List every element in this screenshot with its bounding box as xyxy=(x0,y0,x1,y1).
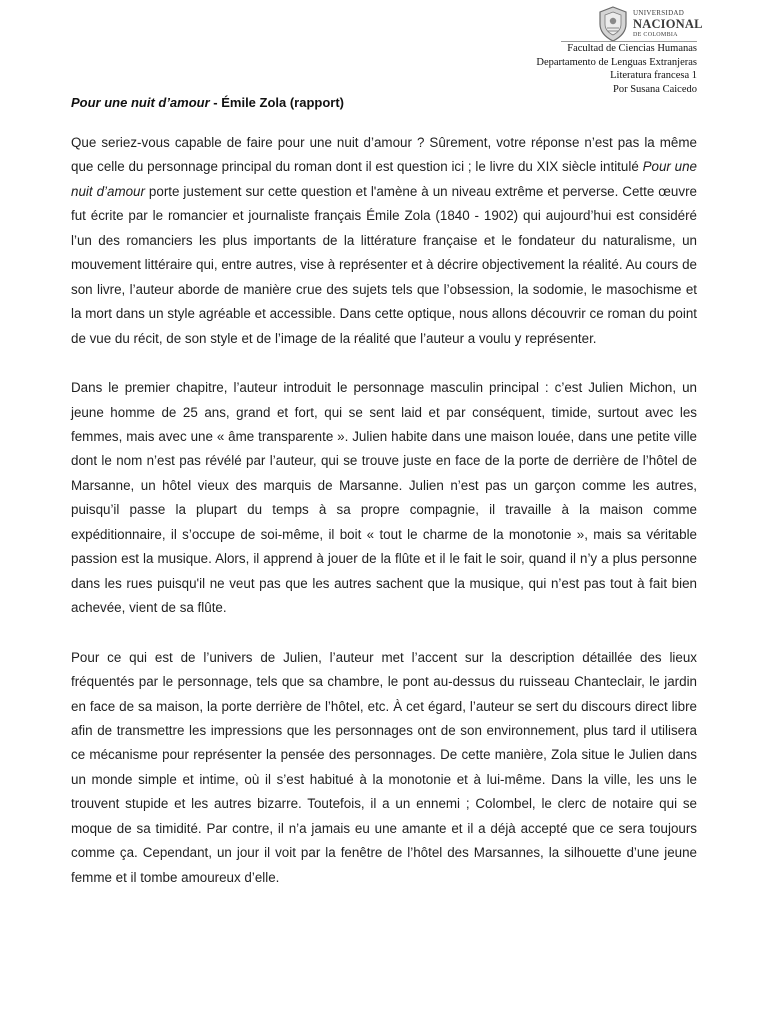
logo-line-2: NACIONAL xyxy=(633,17,703,32)
course-line: Literatura francesa 1 xyxy=(610,70,697,81)
author-line: Por Susana Caicedo xyxy=(613,83,697,95)
document-title xyxy=(71,95,344,110)
logo-line-3: DE COLOMBIA xyxy=(633,31,678,38)
paragraph-intro-text-b: porte justement sur cette question et l'amène à un niveau extrême et perverse. Cette œuvre fut écrite par le romancier et journaliste français Émile Zola (1840 - 1902) qui aujourd’hui est considéré l’un des romanciers les plus importants de la littérature française et le fondateur du naturalisme, un mouvement littéraire qui, entre autres, vise à représenter et à décrire objectivement la réalité. Au cours de son livre, l’auteur aborde de manière crue des sujets tels que l’obsession, la sodomie, le masochisme et la mort dans un style agréable et accessible. Dans cette optique, nous allons découvrir ce roman du point de vue du récit, de son style et de l’image de la réalité que l’auteur a voulu y représenter. xyxy=(71,183,697,346)
document-body xyxy=(71,131,697,915)
university-logo xyxy=(597,4,705,44)
title-work: Pour une nuit d’amour xyxy=(71,95,210,110)
department-line: Departamento de Lenguas Extranjeras xyxy=(536,56,697,68)
paragraph-chapter-one: Dans le premier chapitre, l’auteur introduit le personnage masculin principal : c’est Julien Michon, un jeune homme de 25 ans, grand et fort, qui se sent laid et par conséquent, timide, surtout avec les femmes, mais avec une « âme transparente ». Julien habite dans une maison louée, dans une petite ville dont le nom n’est pas révélé par l’auteur, qui se trouve juste en face de la porte de derrière de l’hôtel de Marsanne, un hôtel vieux des marquis de Marsanne. Julien n’est pas un garçon comme les autres, puisqu’il passe la plupart du temps à sa propre compagnie, il travaille à la maison comme expéditionnaire, il s’occupe de soi-même, il boit « tout le charme de la monotonie », mais sa véritable passion est la musique. Alors, il apprend à jouer de la flûte et il le fait le soir, quand il n’y a plus personne dans les rues puisqu'il ne veut pas que les autres sachent que la musique, qui n’est pas tout à fait bien achevée, vient de sa flûte. xyxy=(71,380,697,616)
paragraph-julien-universe: Pour ce qui est de l’univers de Julien, l’auteur met l’accent sur la description détaillée des lieux fréquentés par le personnage, tels que sa chambre, le pont au-dessus du ruisseau Chanteclair, le jardin en face de sa maison, la porte derrière de l’hôtel, etc. À cet égard, l’auteur se sert du discours direct libre afin de transmettre les impressions que les personnages ont de son environnement, plus tard il utilisera ce mécanisme pour représenter la pensée des personnages. De cette manière, Zola situe le Julien dans un monde simple et intime, où il s’est habitué à la monotonie et à lui-même. Dans la ville, les uns le trouvent stupide et les autres bizarre. Toutefois, il a un ennemi ; Colombel, le clerc de notaire qui se moque de sa timidité. Par contre, il n’a jamais eu une amante et il a déjà accepté que ce sera toujours comme ça. Cependant, un jour il voit par la fenêtre de l’hôtel des Marsannes, la silhouette d’une jeune femme et il tombe amoureux d’elle. xyxy=(71,649,697,885)
paragraph-intro xyxy=(71,131,697,351)
title-author: - Émile Zola (rapport) xyxy=(209,95,345,110)
logo-line-1: UNIVERSIDAD xyxy=(633,9,685,18)
paragraph-intro-text-a: Que seriez-vous capable de faire pour une nuit d’amour ? Sûrement, votre réponse n’est pas la même que celle du personnage principal du roman dont il est question ici ; le livre du XIX siècle intitulé xyxy=(71,135,697,175)
paragraph-intro-italic: Pour une nuit d’amour xyxy=(71,159,697,199)
affiliation-block xyxy=(536,42,697,96)
university-seal-icon xyxy=(597,6,629,42)
faculty-line: Facultad de Ciencias Humanas xyxy=(567,43,697,54)
